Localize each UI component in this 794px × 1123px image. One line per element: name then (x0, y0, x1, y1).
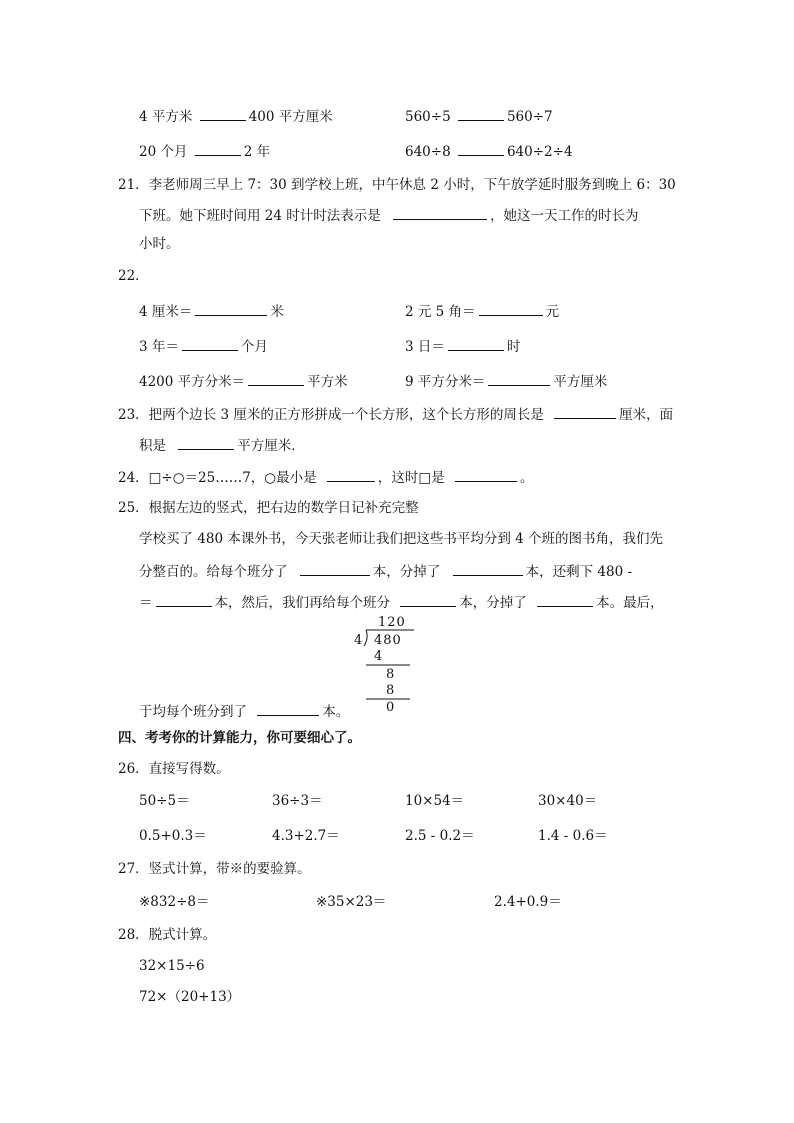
answer-blank[interactable] (195, 141, 241, 156)
division-divisor: 4 (354, 633, 364, 648)
q22-item-a: 4 厘米＝ 米 (139, 301, 284, 321)
answer-blank[interactable] (393, 205, 487, 220)
answer-blank[interactable] (479, 301, 543, 316)
q26-item: 36÷3＝ (272, 793, 323, 809)
answer-blank[interactable] (257, 701, 319, 716)
q21-line-1: 21．李老师周三早上 7：30 到学校上班，中午休息 2 小时，下午放学延时服务到晚上 6：30 (118, 177, 676, 193)
long-division (352, 616, 422, 716)
division-step: 8 (386, 667, 396, 682)
answer-blank[interactable] (453, 561, 523, 576)
q28-item: 72×（20+13） (139, 989, 241, 1005)
answer-blank[interactable] (554, 404, 616, 419)
q21-line-2: 下班。她下班时间用 24 时计时法表示是 ，她这一天工作的时长为 (139, 205, 639, 225)
q26-item: 50÷5＝ (139, 793, 190, 809)
q26-item: 0.5+0.3＝ (139, 828, 207, 844)
q23-line-1: 23．把两个边长 3 厘米的正方形拼成一个长方形，这个长方形的周长是 厘米，面 (118, 404, 673, 424)
q22-item-e: 4200 平方分米＝ 平方米 (139, 371, 348, 391)
compare-row-2-right: 640÷8 640÷2÷4 (405, 141, 573, 161)
q27-item: ※832÷8＝ (139, 894, 210, 910)
q25-line-1: 学校买了 480 本课外书，今天张老师让我们把这些书平均分到 4 个班的图书角，我们先 (139, 531, 664, 547)
answer-blank[interactable] (458, 106, 504, 121)
q25-line-2: 分整百的。给每个班分了 本，分掉了 本，还剩下 480 - (139, 561, 632, 581)
q25-line-4: 于均每个班分到了 本。 (139, 701, 349, 721)
compare-row-2-left: 20 个月 2 年 (139, 141, 270, 161)
division-quotient: 120 (378, 615, 406, 630)
q27-title: 27．竖式计算，带※的要验算。 (118, 861, 311, 877)
answer-blank[interactable] (195, 301, 267, 316)
answer-blank[interactable] (300, 561, 370, 576)
q26-item: 30×40＝ (538, 793, 598, 809)
q28-title: 28．脱式计算。 (118, 927, 217, 943)
answer-blank[interactable] (178, 435, 234, 450)
q28-item: 32×15÷6 (139, 958, 205, 974)
answer-blank[interactable] (327, 467, 375, 482)
answer-blank[interactable] (182, 336, 238, 351)
q27-item: ※35×23＝ (316, 894, 387, 910)
compare-row-1-right: 560÷5 560÷7 (405, 106, 553, 126)
q21-line-3: 小时。 (139, 236, 180, 252)
q26-title: 26．直接写得数。 (118, 761, 230, 777)
q26-item: 10×54＝ (405, 793, 465, 809)
answer-blank[interactable] (156, 592, 212, 607)
q22-item-f: 9 平方分米＝ 平方厘米 (405, 371, 607, 391)
q25-title: 25．根据左边的竖式，把右边的数学日记补充完整 (118, 500, 419, 516)
q22-item-d: 3 日＝ 时 (405, 336, 520, 356)
answer-blank[interactable] (248, 371, 304, 386)
compare-row-1-left: 4 平方米 400 平方厘米 (139, 106, 333, 126)
answer-blank[interactable] (200, 106, 246, 121)
division-step: 4 (374, 649, 384, 664)
division-remainder: 0 (386, 700, 396, 715)
q26-item: 1.4 - 0.6＝ (538, 828, 608, 844)
division-step: 8 (386, 683, 396, 698)
section-4-title: 四、考考你的计算能力，你可要细心了。 (118, 730, 361, 746)
division-dividend: 480 (374, 633, 402, 648)
q26-item: 2.5 - 0.2＝ (405, 828, 475, 844)
answer-blank[interactable] (455, 467, 517, 482)
q22-item-b: 2 元 5 角＝ 元 (405, 301, 559, 321)
q25-line-3: ＝ 本，然后，我们再给每个班分 本，分掉了 本。最后， (139, 592, 664, 612)
q22-title: 22． (118, 268, 149, 284)
q24-line: 24．□÷○＝25……7，○最小是 ，这时□是 。 (118, 467, 533, 487)
q22-item-c: 3 年＝ 个月 (139, 336, 268, 356)
answer-blank[interactable] (448, 336, 504, 351)
answer-blank[interactable] (537, 592, 593, 607)
answer-blank[interactable] (488, 371, 550, 386)
q23-line-2: 积是 平方厘米． (139, 435, 305, 455)
q27-item: 2.4+0.9＝ (494, 894, 562, 910)
q26-item: 4.3+2.7＝ (272, 828, 340, 844)
answer-blank[interactable] (458, 141, 504, 156)
answer-blank[interactable] (400, 592, 456, 607)
